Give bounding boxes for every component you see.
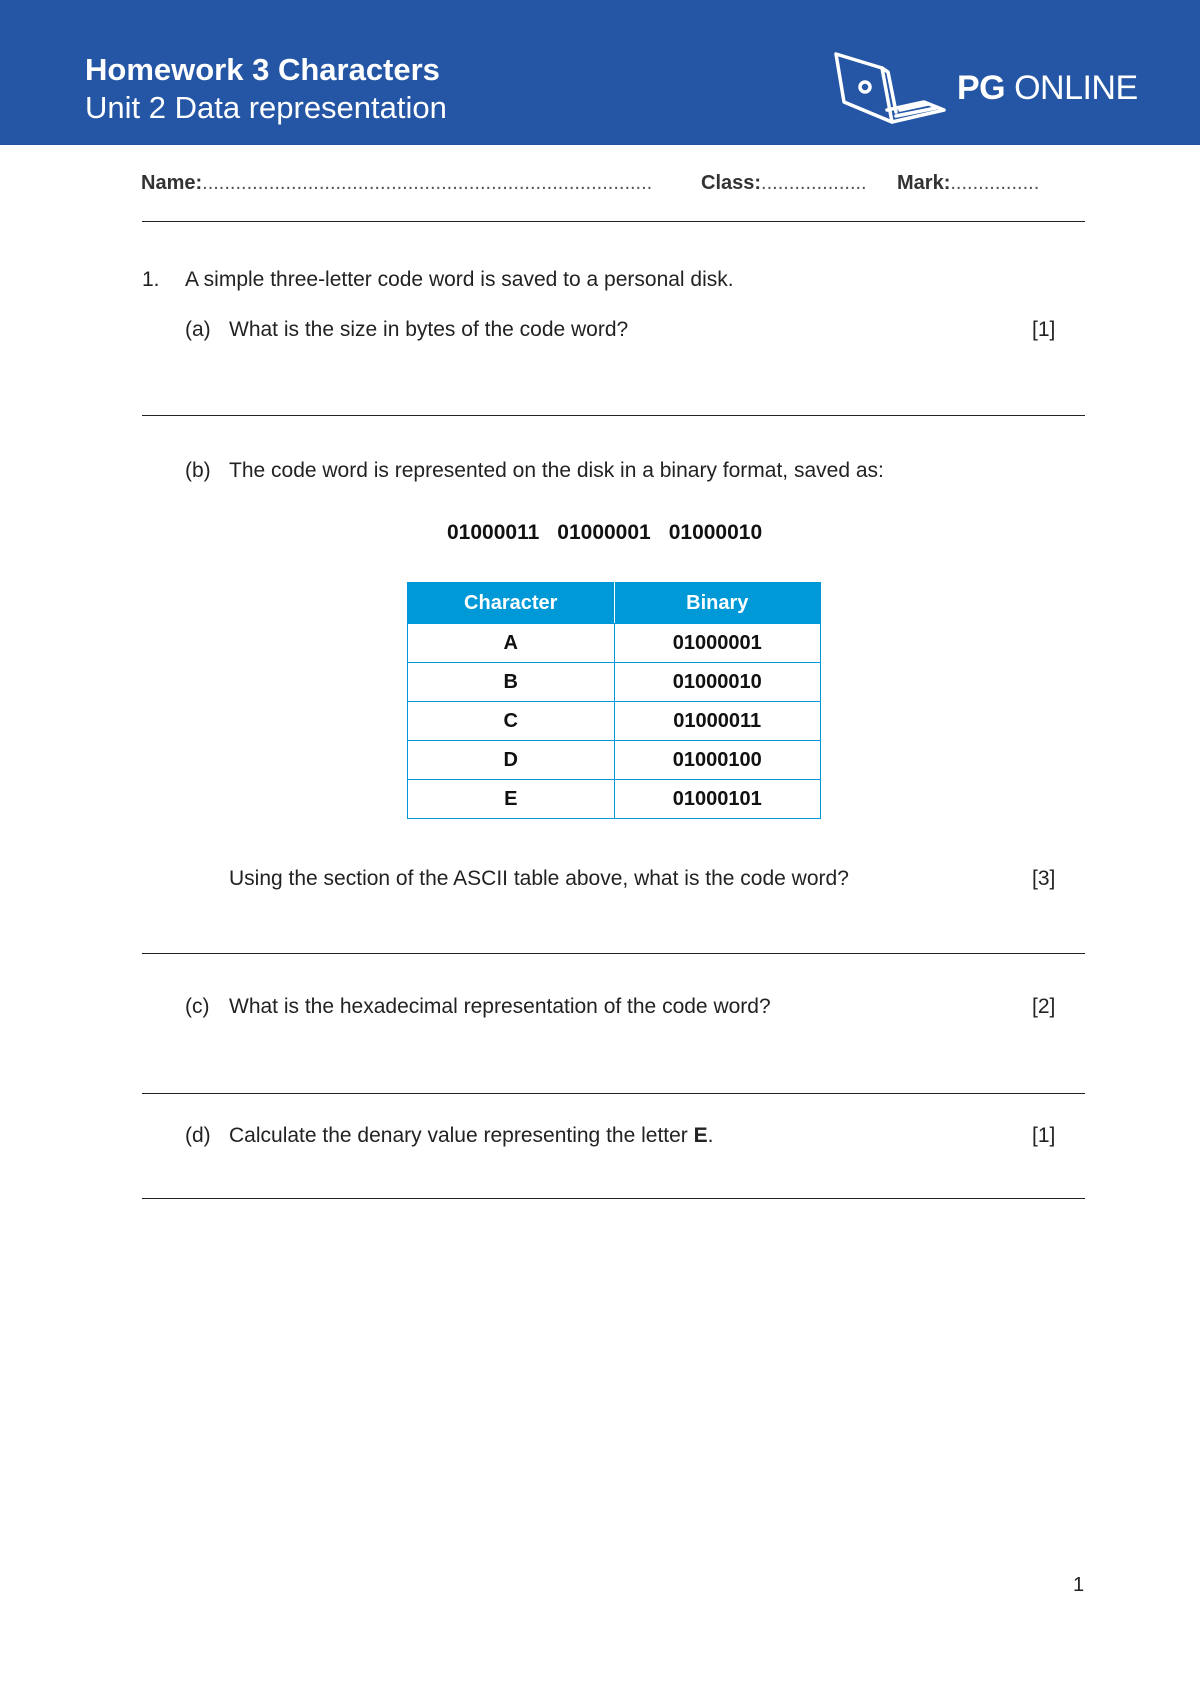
answer-line-d[interactable] [142,1198,1085,1199]
page-number: 1 [1073,1574,1085,1596]
table-row [408,702,821,741]
table-row [408,741,821,780]
name-label: Name: [141,172,203,194]
mark-dots: ................ [950,172,1040,194]
ascii-table [407,582,821,819]
part-a-marks: [1] [1032,318,1056,341]
column-header-character: Character [408,583,615,624]
part-c-label: (c) [185,995,210,1018]
binary-cell: 01000010 [614,663,821,702]
binary-cell: 01000101 [614,780,821,819]
name-dots: ................................................................................. [202,172,653,194]
class-field[interactable] [701,172,867,195]
worksheet-title: Homework 3 Characters [85,52,440,87]
part-c-text: What is the hexadecimal representation of the code word? [229,995,771,1018]
table-row [408,663,821,702]
character-cell: B [408,663,615,702]
part-a-text: What is the size in bytes of the code word? [229,318,629,341]
answer-line-b[interactable] [142,953,1085,954]
character-cell: E [408,780,615,819]
binary-byte: 01000001 [557,521,651,544]
character-cell: C [408,702,615,741]
logo-bold-text: PG [957,69,1006,107]
part-b-marks: [3] [1032,867,1056,890]
divider [142,221,1085,222]
question-number: 1. [142,268,160,291]
class-dots: ................... [761,172,867,194]
part-a-label: (a) [185,318,211,341]
binary-byte: 01000010 [668,521,763,544]
part-d-text-after: . [707,1124,714,1147]
part-b-text: The code word is represented on the disk in a binary format, saved as: [229,459,884,482]
question-stem: A simple three-letter code word is saved to a personal disk. [185,268,734,291]
character-cell: A [408,624,615,663]
page-header [0,0,1200,145]
part-b-label: (b) [185,459,211,482]
column-header-binary: Binary [614,583,821,624]
part-d-text-before: Calculate the denary value representing the letter [229,1124,694,1147]
name-field[interactable] [141,172,652,195]
part-d-text [229,1124,713,1148]
binary-cell: 01000011 [614,702,821,741]
mark-label: Mark: [897,172,951,194]
worksheet-subtitle: Unit 2 Data representation [85,90,447,125]
part-b-prompt: Using the section of the ASCII table above, what is the code word? [229,867,849,890]
binary-code-word [447,521,780,545]
table-row [408,780,821,819]
mark-field[interactable] [897,172,1039,195]
table-row [408,624,821,663]
binary-cell: 01000001 [614,624,821,663]
table-header-row [408,583,821,624]
class-label: Class: [701,172,762,194]
answer-line-a[interactable] [142,415,1085,416]
part-d-marks: [1] [1032,1124,1056,1147]
answer-line-c[interactable] [142,1093,1085,1094]
binary-byte: 01000011 [447,521,540,544]
part-d-letter: E [693,1124,708,1147]
binary-cell: 01000100 [614,741,821,780]
part-c-marks: [2] [1032,995,1056,1018]
pg-online-logo [957,69,1138,108]
logo-light-text: ONLINE [1005,69,1138,107]
laptop-icon [832,50,948,128]
character-cell: D [408,741,615,780]
part-d-label: (d) [185,1124,211,1147]
